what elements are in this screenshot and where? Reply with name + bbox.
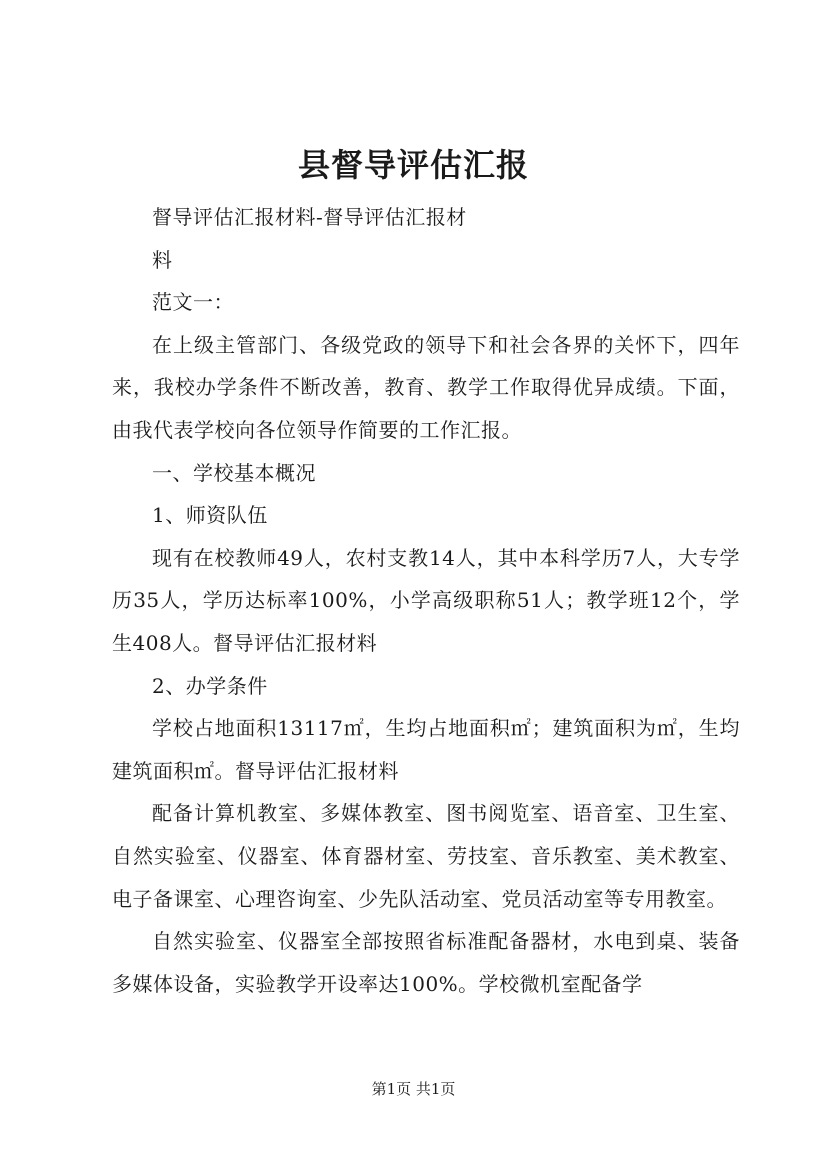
paragraph-teachers: 现有在校教师49人，农村支教14人，其中本科学历7人，大专学历35人，学历达标率100%，小学高级职称51人；教学班12个，学生408人。督导评估汇报材料 <box>112 545 740 655</box>
subsection-heading-conditions: 2、办学条件 <box>152 673 268 698</box>
document-title: 县督导评估汇报 <box>297 146 529 184</box>
paragraph-subtitle-line2: 料 <box>152 247 173 272</box>
document-body <box>112 196 740 1005</box>
paragraph-area: 学校占地面积13117㎡，生均占地面积㎡；建筑面积为㎡，生均建筑面积㎡。督导评估汇报材料 <box>112 716 740 783</box>
paragraph-intro: 在上级主管部门、各级党政的领导下和社会各界的关怀下，四年来，我校办学条件不断改善，教育、教学工作取得优异成绩。下面，由我代表学校向各位领导作简要的工作汇报。 <box>112 332 740 442</box>
page-footer: 第1页 共1页 <box>371 1080 456 1098</box>
paragraph-subtitle-line1: 督导评估汇报材料-督导评估汇报材 <box>152 205 467 229</box>
paragraph-sample-label: 范文一： <box>152 290 234 315</box>
section-heading-overview: 一、学校基本概况 <box>152 460 316 485</box>
paragraph-classrooms: 配备计算机教室、多媒体教室、图书阅览室、语音室、卫生室、自然实验室、仪器室、体育器材室、劳技室、音乐教室、美术教室、电子备课室、心理咨询室、少先队活动室、党员活动室等专用教室。 <box>112 801 740 911</box>
subsection-heading-teachers: 1、师资队伍 <box>152 503 268 528</box>
paragraph-labs: 自然实验室、仪器室全部按照省标准配备器材，水电到桌、装备多媒体设备，实验教学开设率达100%。学校微机室配备学 <box>112 929 740 996</box>
